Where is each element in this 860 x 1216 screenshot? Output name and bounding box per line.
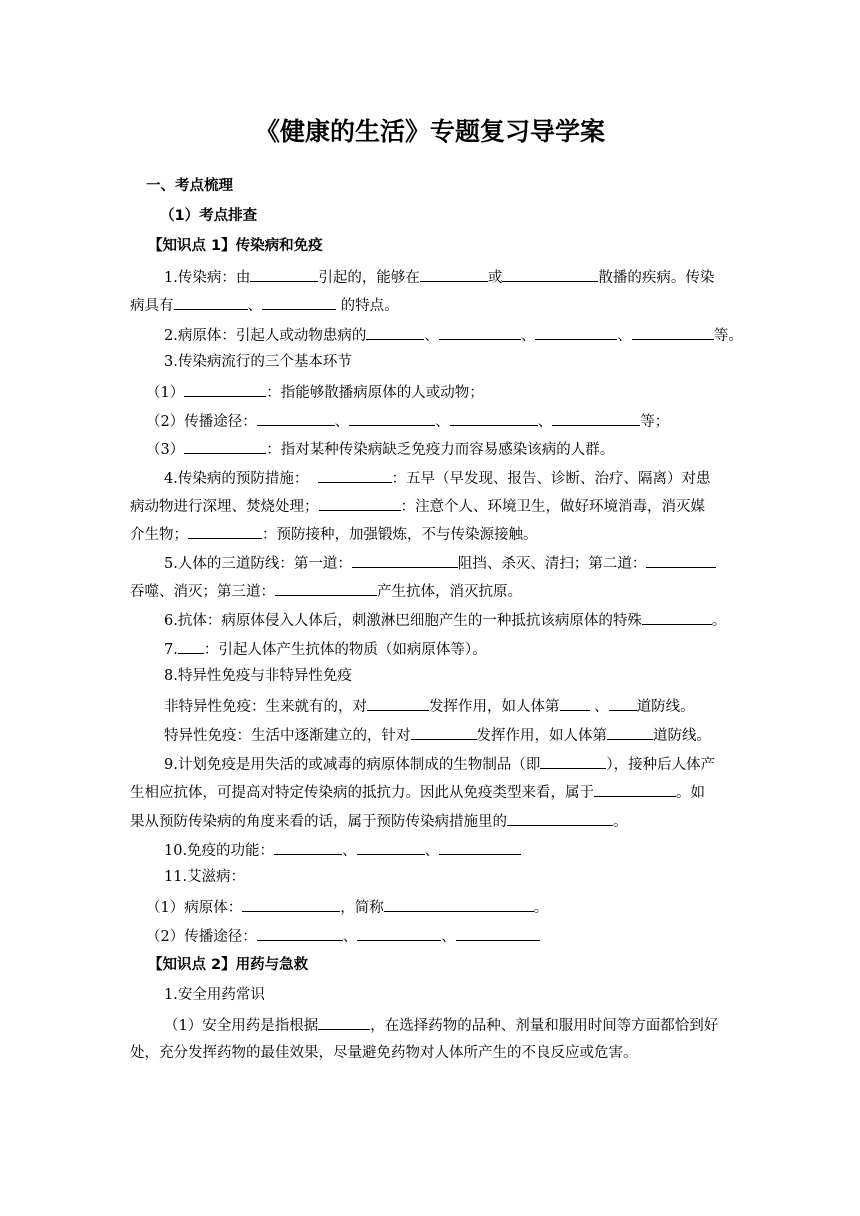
blank-field[interactable] bbox=[262, 294, 336, 310]
paragraph-line: 10.免疫的功能： 、 、 bbox=[164, 839, 764, 861]
blank-field[interactable] bbox=[178, 638, 204, 654]
paragraph-line: 病动物进行深埋、焚烧处理； ：注意个人、环境卫生，做好环境消毒，消灭媒 bbox=[130, 495, 730, 517]
paragraph-line: （1） ：指能够散播病原体的人或动物； bbox=[146, 381, 746, 403]
paragraph-line: （2）传播途径： 、 、 、 等； bbox=[146, 410, 746, 432]
paragraph-line: 病具有 、 的特点。 bbox=[130, 294, 730, 316]
paragraph-line: 9.计划免疫是用失活的或减毒的病原体制成的生物制品（即 ），接种后人体产 bbox=[164, 753, 764, 775]
paragraph-line: 处，充分发挥药物的最佳效果，尽量避免药物对人体所产生的不良反应或危害。 bbox=[130, 1045, 638, 1061]
paragraph-line: 1.安全用药常识 bbox=[164, 987, 265, 1003]
blank-field[interactable] bbox=[184, 438, 266, 454]
blank-field[interactable] bbox=[357, 925, 441, 941]
blank-field[interactable] bbox=[450, 410, 538, 426]
blank-field[interactable] bbox=[456, 925, 540, 941]
blank-field[interactable] bbox=[609, 695, 637, 711]
blank-field[interactable] bbox=[275, 580, 377, 596]
blank-field[interactable] bbox=[439, 324, 521, 340]
blank-field[interactable] bbox=[552, 410, 640, 426]
knowledge-point-2-heading: 【知识点 2】用药与急救 bbox=[148, 957, 309, 973]
blank-field[interactable] bbox=[174, 294, 248, 310]
blank-field[interactable] bbox=[411, 724, 477, 740]
blank-field[interactable] bbox=[250, 266, 318, 282]
blank-field[interactable] bbox=[357, 839, 425, 855]
paragraph-line: （2）传播途径： 、 、 bbox=[146, 925, 746, 947]
blank-field[interactable] bbox=[594, 781, 676, 797]
paragraph-line: （3） ：指对某种传染病缺乏免疫力而容易感染该病的人群。 bbox=[146, 438, 746, 460]
paragraph-line: 生相应抗体，可提高对特定传染病的抵抗力。因此从免疫类型来看，属于 。如 bbox=[130, 781, 730, 803]
paragraph-line: 4.传染病的预防措施： ：五早（早发现、报告、诊断、治疗、隔离）对患 bbox=[164, 467, 764, 489]
blank-field[interactable] bbox=[632, 324, 714, 340]
blank-field[interactable] bbox=[502, 266, 598, 282]
blank-field[interactable] bbox=[349, 410, 435, 426]
paragraph-line: 7. ：引起人体产生抗体的物质（如病原体等）。 bbox=[164, 638, 764, 660]
blank-field[interactable] bbox=[257, 410, 335, 426]
paragraph-line: 11.艾滋病： bbox=[164, 869, 246, 885]
blank-field[interactable] bbox=[642, 609, 712, 625]
blank-field[interactable] bbox=[242, 896, 340, 912]
blank-field[interactable] bbox=[540, 753, 606, 769]
paragraph-line: 2.病原体：引起人或动物患病的 、 、 、 等。 bbox=[164, 324, 764, 346]
blank-field[interactable] bbox=[560, 695, 590, 711]
paragraph-line: 5.人体的三道防线：第一道： 阻挡、杀灭、清扫；第二道： bbox=[164, 552, 764, 574]
blank-field[interactable] bbox=[318, 467, 392, 483]
page-title: 《健康的生活》专题复习导学案 bbox=[254, 117, 605, 146]
subsection-heading: （1）考点排查 bbox=[160, 208, 258, 224]
blank-field[interactable] bbox=[439, 839, 521, 855]
blank-field[interactable] bbox=[188, 523, 262, 539]
paragraph-line: 3.传染病流行的三个基本环节 bbox=[164, 354, 352, 370]
blank-field[interactable] bbox=[366, 324, 424, 340]
blank-field[interactable] bbox=[507, 810, 613, 826]
section-heading: 一、考点梳理 bbox=[146, 178, 233, 194]
blank-field[interactable] bbox=[367, 695, 429, 711]
paragraph-line: 8.特异性免疫与非特异性免疫 bbox=[164, 668, 352, 684]
paragraph-line: 非特异性免疫：生来就有的，对 发挥作用，如人体第 、 道防线。 bbox=[164, 695, 764, 717]
paragraph-line: （1）安全用药是指根据 ，在选择药物的品种、剂量和服用时间等方面都恰到好 bbox=[164, 1014, 764, 1036]
blank-field[interactable] bbox=[352, 552, 458, 568]
blank-field[interactable] bbox=[535, 324, 617, 340]
paragraph-line: 特异性免疫：生活中逐渐建立的，针对 发挥作用，如人体第 道防线。 bbox=[164, 724, 764, 746]
paragraph-line: 6.抗体：病原体侵入人体后，刺激淋巴细胞产生的一种抵抗该病原体的特殊 。 bbox=[164, 609, 764, 631]
blank-field[interactable] bbox=[257, 925, 343, 941]
blank-field[interactable] bbox=[318, 1014, 370, 1030]
paragraph-line: 介生物； ：预防接种，加强锻炼，不与传染源接触。 bbox=[130, 523, 730, 545]
blank-field[interactable] bbox=[319, 495, 401, 511]
blank-field[interactable] bbox=[646, 552, 716, 568]
blank-field[interactable] bbox=[607, 724, 653, 740]
blank-field[interactable] bbox=[184, 381, 266, 397]
blank-field[interactable] bbox=[420, 266, 488, 282]
knowledge-point-1-heading: 【知识点 1】传染病和免疫 bbox=[148, 238, 323, 254]
blank-field[interactable] bbox=[384, 896, 534, 912]
paragraph-line: 果从预防传染病的角度来看的话，属于预防传染病措施里的 。 bbox=[130, 810, 730, 832]
paragraph-line: （1）病原体： ，简称 。 bbox=[146, 896, 746, 918]
paragraph-line: 1.传染病：由 引起的，能够在 或 散播的疾病。传染 bbox=[164, 266, 764, 288]
paragraph-line: 吞噬、消灭；第三道： 产生抗体，消灭抗原。 bbox=[130, 580, 730, 602]
blank-field[interactable] bbox=[274, 839, 342, 855]
